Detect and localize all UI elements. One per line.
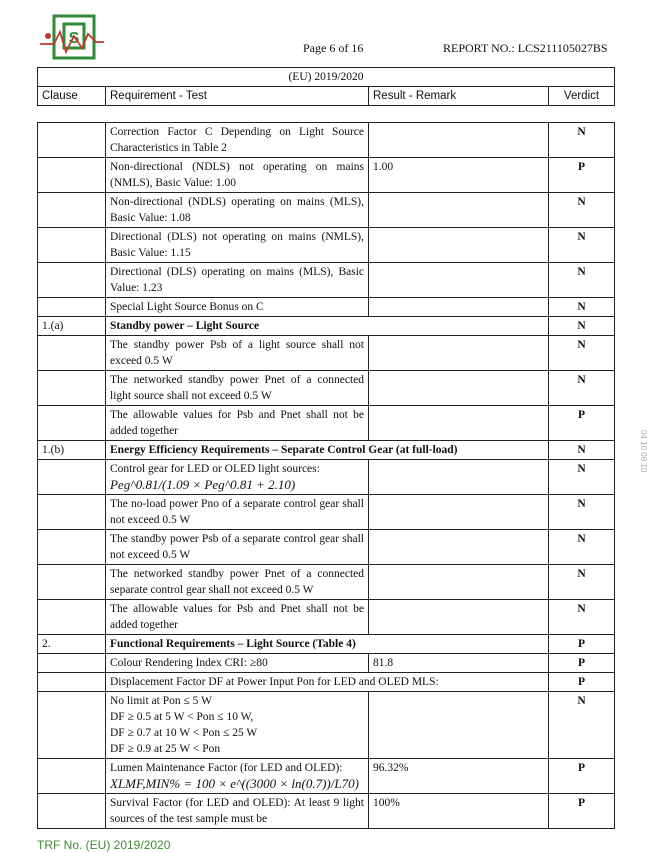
table-row — [38, 530, 615, 565]
clause-cell — [38, 406, 106, 441]
company-logo — [40, 14, 104, 60]
table-row — [38, 298, 615, 317]
col-clause: Clause — [38, 87, 106, 106]
clause-cell: 1.(b) — [38, 441, 106, 460]
requirement-cell — [106, 441, 549, 460]
requirement-text: The networked standby power Pnet of a connected separate control gear shall not exceed 0.5 W — [110, 568, 364, 596]
requirement-text: The standby power Psb of a light source shall not exceed 0.5 W — [110, 339, 364, 367]
table-row — [38, 759, 615, 794]
table-row — [38, 123, 615, 158]
verdict-cell: N — [549, 441, 615, 460]
requirement-cell — [106, 794, 369, 829]
result-cell: 96.32% — [369, 759, 549, 794]
table-row — [38, 654, 615, 673]
verdict-cell: P — [549, 654, 615, 673]
requirement-cell — [106, 298, 369, 317]
verdict-cell: N — [549, 460, 615, 495]
clause-cell — [38, 530, 106, 565]
requirement-line: No limit at Pon ≤ 5 W — [110, 695, 212, 707]
table-row — [38, 263, 615, 298]
requirement-line: DF ≥ 0.9 at 25 W < Pon — [110, 743, 221, 755]
clause-cell: 2. — [38, 635, 106, 654]
verdict-cell: P — [549, 635, 615, 654]
table-row — [38, 406, 615, 441]
requirement-text: Correction Factor C Depending on Light Source Characteristics in Table 2 — [110, 126, 364, 154]
requirement-text: The networked standby power Pnet of a connected light source shall not exceed 0.5 W — [110, 374, 364, 402]
result-cell: 81.8 — [369, 654, 549, 673]
page-number: Page 6 of 16 — [303, 41, 364, 55]
requirement-text: Standby power – Light Source — [110, 320, 260, 332]
requirement-text: Displacement Factor DF at Power Input Pon for LED and OLED MLS: — [110, 676, 439, 688]
table-row — [38, 336, 615, 371]
clause-cell — [38, 371, 106, 406]
verdict-cell: P — [549, 158, 615, 193]
formula: Peg^0.81/(1.09 × Peg^0.81 + 2.10) — [110, 477, 296, 492]
clause-cell — [38, 794, 106, 829]
clause-cell — [38, 123, 106, 158]
verdict-cell: P — [549, 794, 615, 829]
table-row — [38, 228, 615, 263]
verdict-cell: N — [549, 600, 615, 635]
requirement-line: DF ≥ 0.7 at 10 W < Pon ≤ 25 W — [110, 727, 258, 739]
formula: XLMF,MIN% = 100 × e^((3000 × ln(0.7))/L70) — [110, 776, 359, 791]
requirement-cell — [106, 654, 369, 673]
clause-cell — [38, 654, 106, 673]
table-row — [38, 371, 615, 406]
requirement-text: Non-directional (NDLS) not operating on mains (NMLS), Basic Value: 1.00 — [110, 161, 364, 189]
requirement-text: Control gear for LED or OLED light sources: — [110, 463, 320, 475]
result-cell — [369, 600, 549, 635]
regulation-title: (EU) 2019/2020 — [38, 68, 615, 87]
requirement-text: Directional (DLS) not operating on mains (NMLS), Basic Value: 1.15 — [110, 231, 364, 259]
result-cell: 100% — [369, 794, 549, 829]
requirement-text: Functional Requirements – Light Source (Table 4) — [110, 638, 356, 650]
requirement-cell — [106, 673, 549, 692]
requirement-cell — [106, 317, 549, 336]
verdict-cell: N — [549, 193, 615, 228]
verdict-cell: N — [549, 692, 615, 759]
requirement-cell — [106, 759, 369, 794]
requirement-text: Lumen Maintenance Factor (for LED and OLED): — [110, 762, 343, 774]
table-row — [38, 158, 615, 193]
table-row — [38, 692, 615, 759]
clause-cell: 1.(a) — [38, 317, 106, 336]
table-row — [38, 565, 615, 600]
requirement-cell — [106, 263, 369, 298]
table-row — [38, 317, 615, 336]
footer-trf: TRF No. (EU) 2019/2020 — [37, 838, 171, 852]
clause-cell — [38, 692, 106, 759]
verdict-cell: N — [549, 530, 615, 565]
requirement-line: DF ≥ 0.5 at 5 W < Pon ≤ 10 W, — [110, 711, 254, 723]
requirement-cell — [106, 193, 369, 228]
requirement-cell — [106, 530, 369, 565]
requirement-cell — [106, 371, 369, 406]
result-cell — [369, 565, 549, 600]
verdict-cell: N — [549, 371, 615, 406]
result-cell — [369, 263, 549, 298]
requirement-cell — [106, 495, 369, 530]
clause-cell — [38, 759, 106, 794]
verdict-cell: P — [549, 759, 615, 794]
requirement-cell — [106, 336, 369, 371]
clause-cell — [38, 193, 106, 228]
result-cell — [369, 460, 549, 495]
clause-cell — [38, 228, 106, 263]
requirement-cell — [106, 600, 369, 635]
result-cell — [369, 530, 549, 565]
requirement-text: Survival Factor (for LED and OLED): At least 9 light sources of the test sample must be — [110, 797, 364, 825]
requirement-text: Colour Rendering Index CRI: ≥80 — [110, 657, 268, 669]
requirement-cell — [106, 692, 369, 759]
clause-cell — [38, 298, 106, 317]
requirement-text: The no-load power Pno of a separate control gear shall not exceed 0.5 W — [110, 498, 364, 526]
requirement-cell — [106, 460, 369, 495]
verdict-cell: N — [549, 336, 615, 371]
clause-cell — [38, 673, 106, 692]
result-cell — [369, 228, 549, 263]
clause-cell — [38, 565, 106, 600]
result-cell — [369, 371, 549, 406]
verdict-cell: P — [549, 673, 615, 692]
table-row — [38, 794, 615, 829]
requirement-cell — [106, 228, 369, 263]
table-row — [38, 193, 615, 228]
clause-cell — [38, 600, 106, 635]
requirement-cell — [106, 123, 369, 158]
requirement-text: The allowable values for Psb and Pnet shall not be added together — [110, 603, 364, 631]
table-row — [38, 600, 615, 635]
requirements-table — [37, 122, 615, 829]
requirement-cell — [106, 565, 369, 600]
clause-cell — [38, 336, 106, 371]
requirement-text: The standby power Psb of a separate control gear shall not exceed 0.5 W — [110, 533, 364, 561]
result-cell — [369, 495, 549, 530]
requirement-text: Special Light Source Bonus on C — [110, 301, 264, 313]
requirement-cell — [106, 406, 369, 441]
result-cell: 1.00 — [369, 158, 549, 193]
table-row — [38, 635, 615, 654]
clause-cell — [38, 158, 106, 193]
clause-cell — [38, 460, 106, 495]
requirement-cell — [106, 158, 369, 193]
verdict-cell: P — [549, 406, 615, 441]
result-cell — [369, 406, 549, 441]
requirement-text: Directional (DLS) operating on mains (MLS), Basic Value: 1.23 — [110, 266, 364, 294]
col-verdict: Verdict — [549, 87, 615, 106]
result-cell — [369, 123, 549, 158]
result-cell — [369, 193, 549, 228]
header-table — [37, 67, 615, 106]
table-row — [38, 495, 615, 530]
requirement-cell — [106, 635, 549, 654]
verdict-cell: N — [549, 317, 615, 336]
verdict-cell: N — [549, 123, 615, 158]
report-number: REPORT NO.: LCS211105027BS — [443, 41, 608, 55]
col-result: Result - Remark — [369, 87, 549, 106]
verdict-cell: N — [549, 263, 615, 298]
col-requirement: Requirement - Test — [106, 87, 369, 106]
result-cell — [369, 692, 549, 759]
result-cell — [369, 336, 549, 371]
requirement-text: Energy Efficiency Requirements – Separate Control Gear (at full-load) — [110, 444, 458, 456]
side-note: 04 10 09 10 — [639, 430, 648, 473]
verdict-cell: N — [549, 565, 615, 600]
svg-text:S: S — [68, 30, 80, 47]
result-cell — [369, 298, 549, 317]
table-row — [38, 673, 615, 692]
clause-cell — [38, 263, 106, 298]
verdict-cell: N — [549, 298, 615, 317]
verdict-cell: N — [549, 228, 615, 263]
requirement-text: The allowable values for Psb and Pnet shall not be added together — [110, 409, 364, 437]
verdict-cell: N — [549, 495, 615, 530]
requirement-text: Non-directional (NDLS) operating on mains (MLS), Basic Value: 1.08 — [110, 196, 364, 224]
clause-cell — [38, 495, 106, 530]
table-row — [38, 460, 615, 495]
table-row — [38, 441, 615, 460]
